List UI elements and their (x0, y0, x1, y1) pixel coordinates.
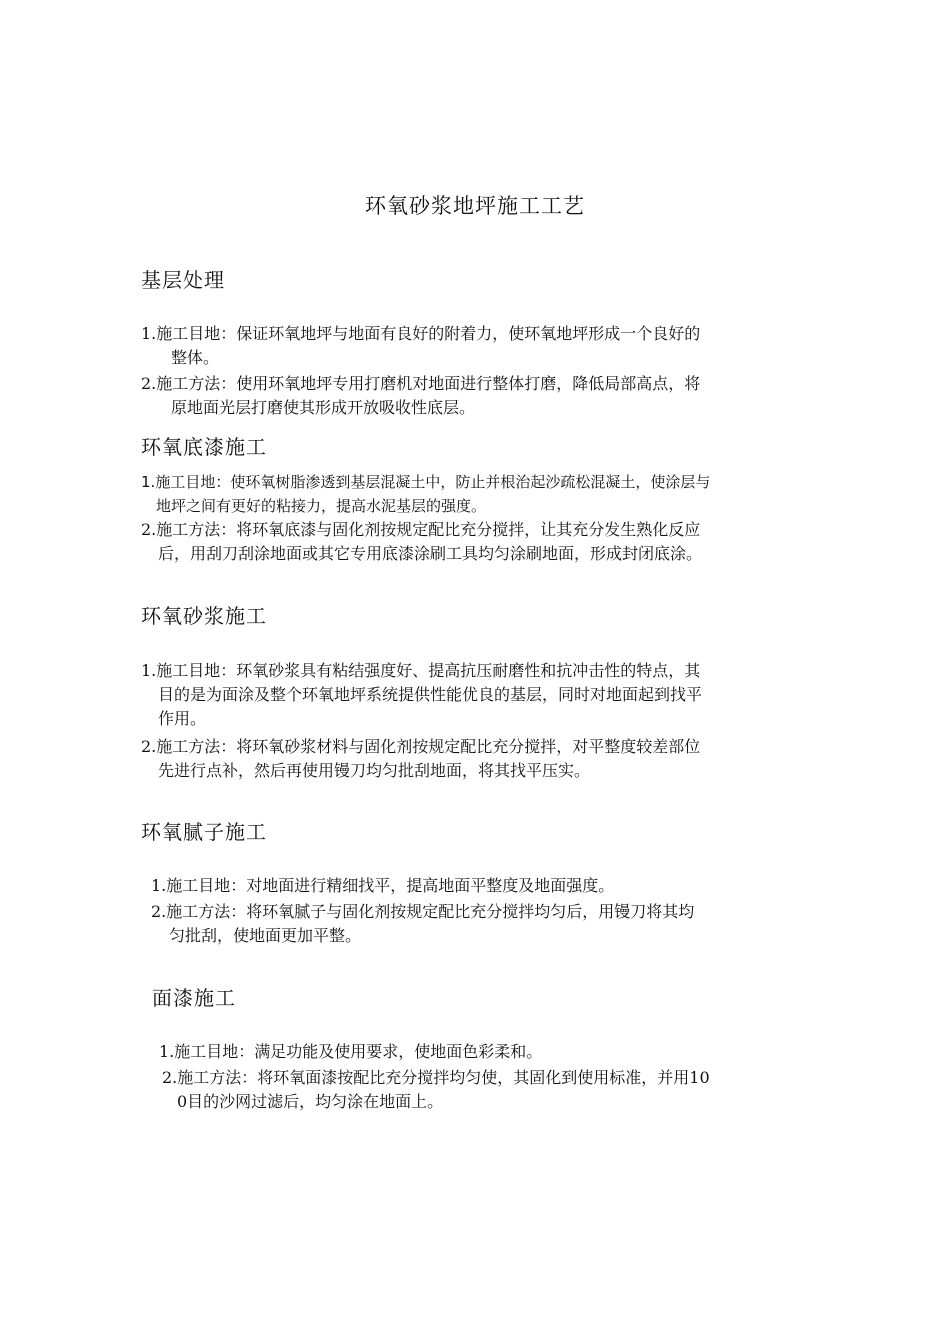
item-text-continuation: 整体。 (171, 348, 220, 367)
item-number: 1. (141, 324, 157, 343)
section-heading-base-treatment: 基层处理 (141, 268, 225, 292)
list-item (159, 1040, 542, 1064)
item-text-continuation: 先进行点补，然后再使用镘刀均匀批刮地面，将其找平压实。 (158, 761, 591, 780)
item-number: 2. (151, 902, 167, 921)
item-text-continuation: 原地面光层打磨使其形成开放吸收性底层。 (171, 398, 476, 417)
item-text: 施工方法：将环氧面漆按配比充分搅拌均匀使，其固化到使用标准，并用10 (177, 1068, 710, 1087)
item-text-continuation: 0目的沙网过滤后，均匀涂在地面上。 (177, 1092, 444, 1111)
item-text: 施工方法：使用环氧地坪专用打磨机对地面进行整体打磨，降低局部高点，将 (156, 374, 701, 393)
item-number: 2. (162, 1068, 178, 1087)
item-text: 施工方法：将环氧砂浆材料与固化剂按规定配比充分搅拌，对平整度较差部位 (156, 737, 701, 756)
item-number: 1. (141, 661, 157, 680)
section-heading-epoxy-mortar: 环氧砂浆施工 (141, 604, 267, 628)
list-item (141, 659, 702, 731)
item-text: 施工目地：满足功能及使用要求，使地面色彩柔和。 (174, 1042, 543, 1061)
section-heading-top-coat: 面漆施工 (152, 986, 236, 1010)
list-item (141, 470, 710, 518)
list-item (151, 900, 694, 948)
list-item (162, 1066, 710, 1114)
list-item (141, 518, 702, 566)
item-text-continuation: 作用。 (158, 709, 207, 728)
item-text: 施工目地：使环氧树脂渗透到基层混凝土中，防止并根治起沙疏松混凝土，使涂层与 (155, 473, 711, 491)
item-number: 2. (141, 520, 157, 539)
item-text: 施工目地：环氧砂浆具有粘结强度好、提高抗压耐磨性和抗冲击性的特点，其 (156, 661, 701, 680)
list-item (141, 322, 700, 370)
item-text-continuation: 匀批刮，使地面更加平整。 (169, 926, 362, 945)
section-heading-epoxy-primer: 环氧底漆施工 (141, 435, 267, 459)
item-number: 1. (159, 1042, 175, 1061)
item-number: 2. (141, 737, 157, 756)
item-text-continuation: 后，用刮刀刮涂地面或其它专用底漆涂刷工具均匀涂刷地面，形成封闭底涂。 (158, 544, 703, 563)
list-item (141, 372, 700, 420)
document-title: 环氧砂浆地坪施工工艺 (365, 194, 585, 218)
list-item (151, 874, 614, 898)
item-text: 施工方法：将环氧腻子与固化剂按规定配比充分搅拌均匀后，用镘刀将其均 (166, 902, 695, 921)
item-text-continuation: 目的是为面涂及整个环氧地坪系统提供性能优良的基层，同时对地面起到找平 (158, 685, 703, 704)
item-number: 1. (141, 473, 156, 491)
item-number: 1. (151, 876, 167, 895)
item-text: 施工目地：保证环氧地坪与地面有良好的附着力，使环氧地坪形成一个良好的 (156, 324, 701, 343)
list-item (141, 735, 700, 783)
item-number: 2. (141, 374, 157, 393)
section-heading-epoxy-putty: 环氧腻子施工 (141, 820, 267, 844)
item-text: 施工目地：对地面进行精细找平，提高地面平整度及地面强度。 (166, 876, 615, 895)
item-text: 施工方法：将环氧底漆与固化剂按规定配比充分搅拌，让其充分发生熟化反应 (156, 520, 701, 539)
item-text-continuation: 地坪之间有更好的粘接力，提高水泥基层的强度。 (156, 497, 487, 515)
